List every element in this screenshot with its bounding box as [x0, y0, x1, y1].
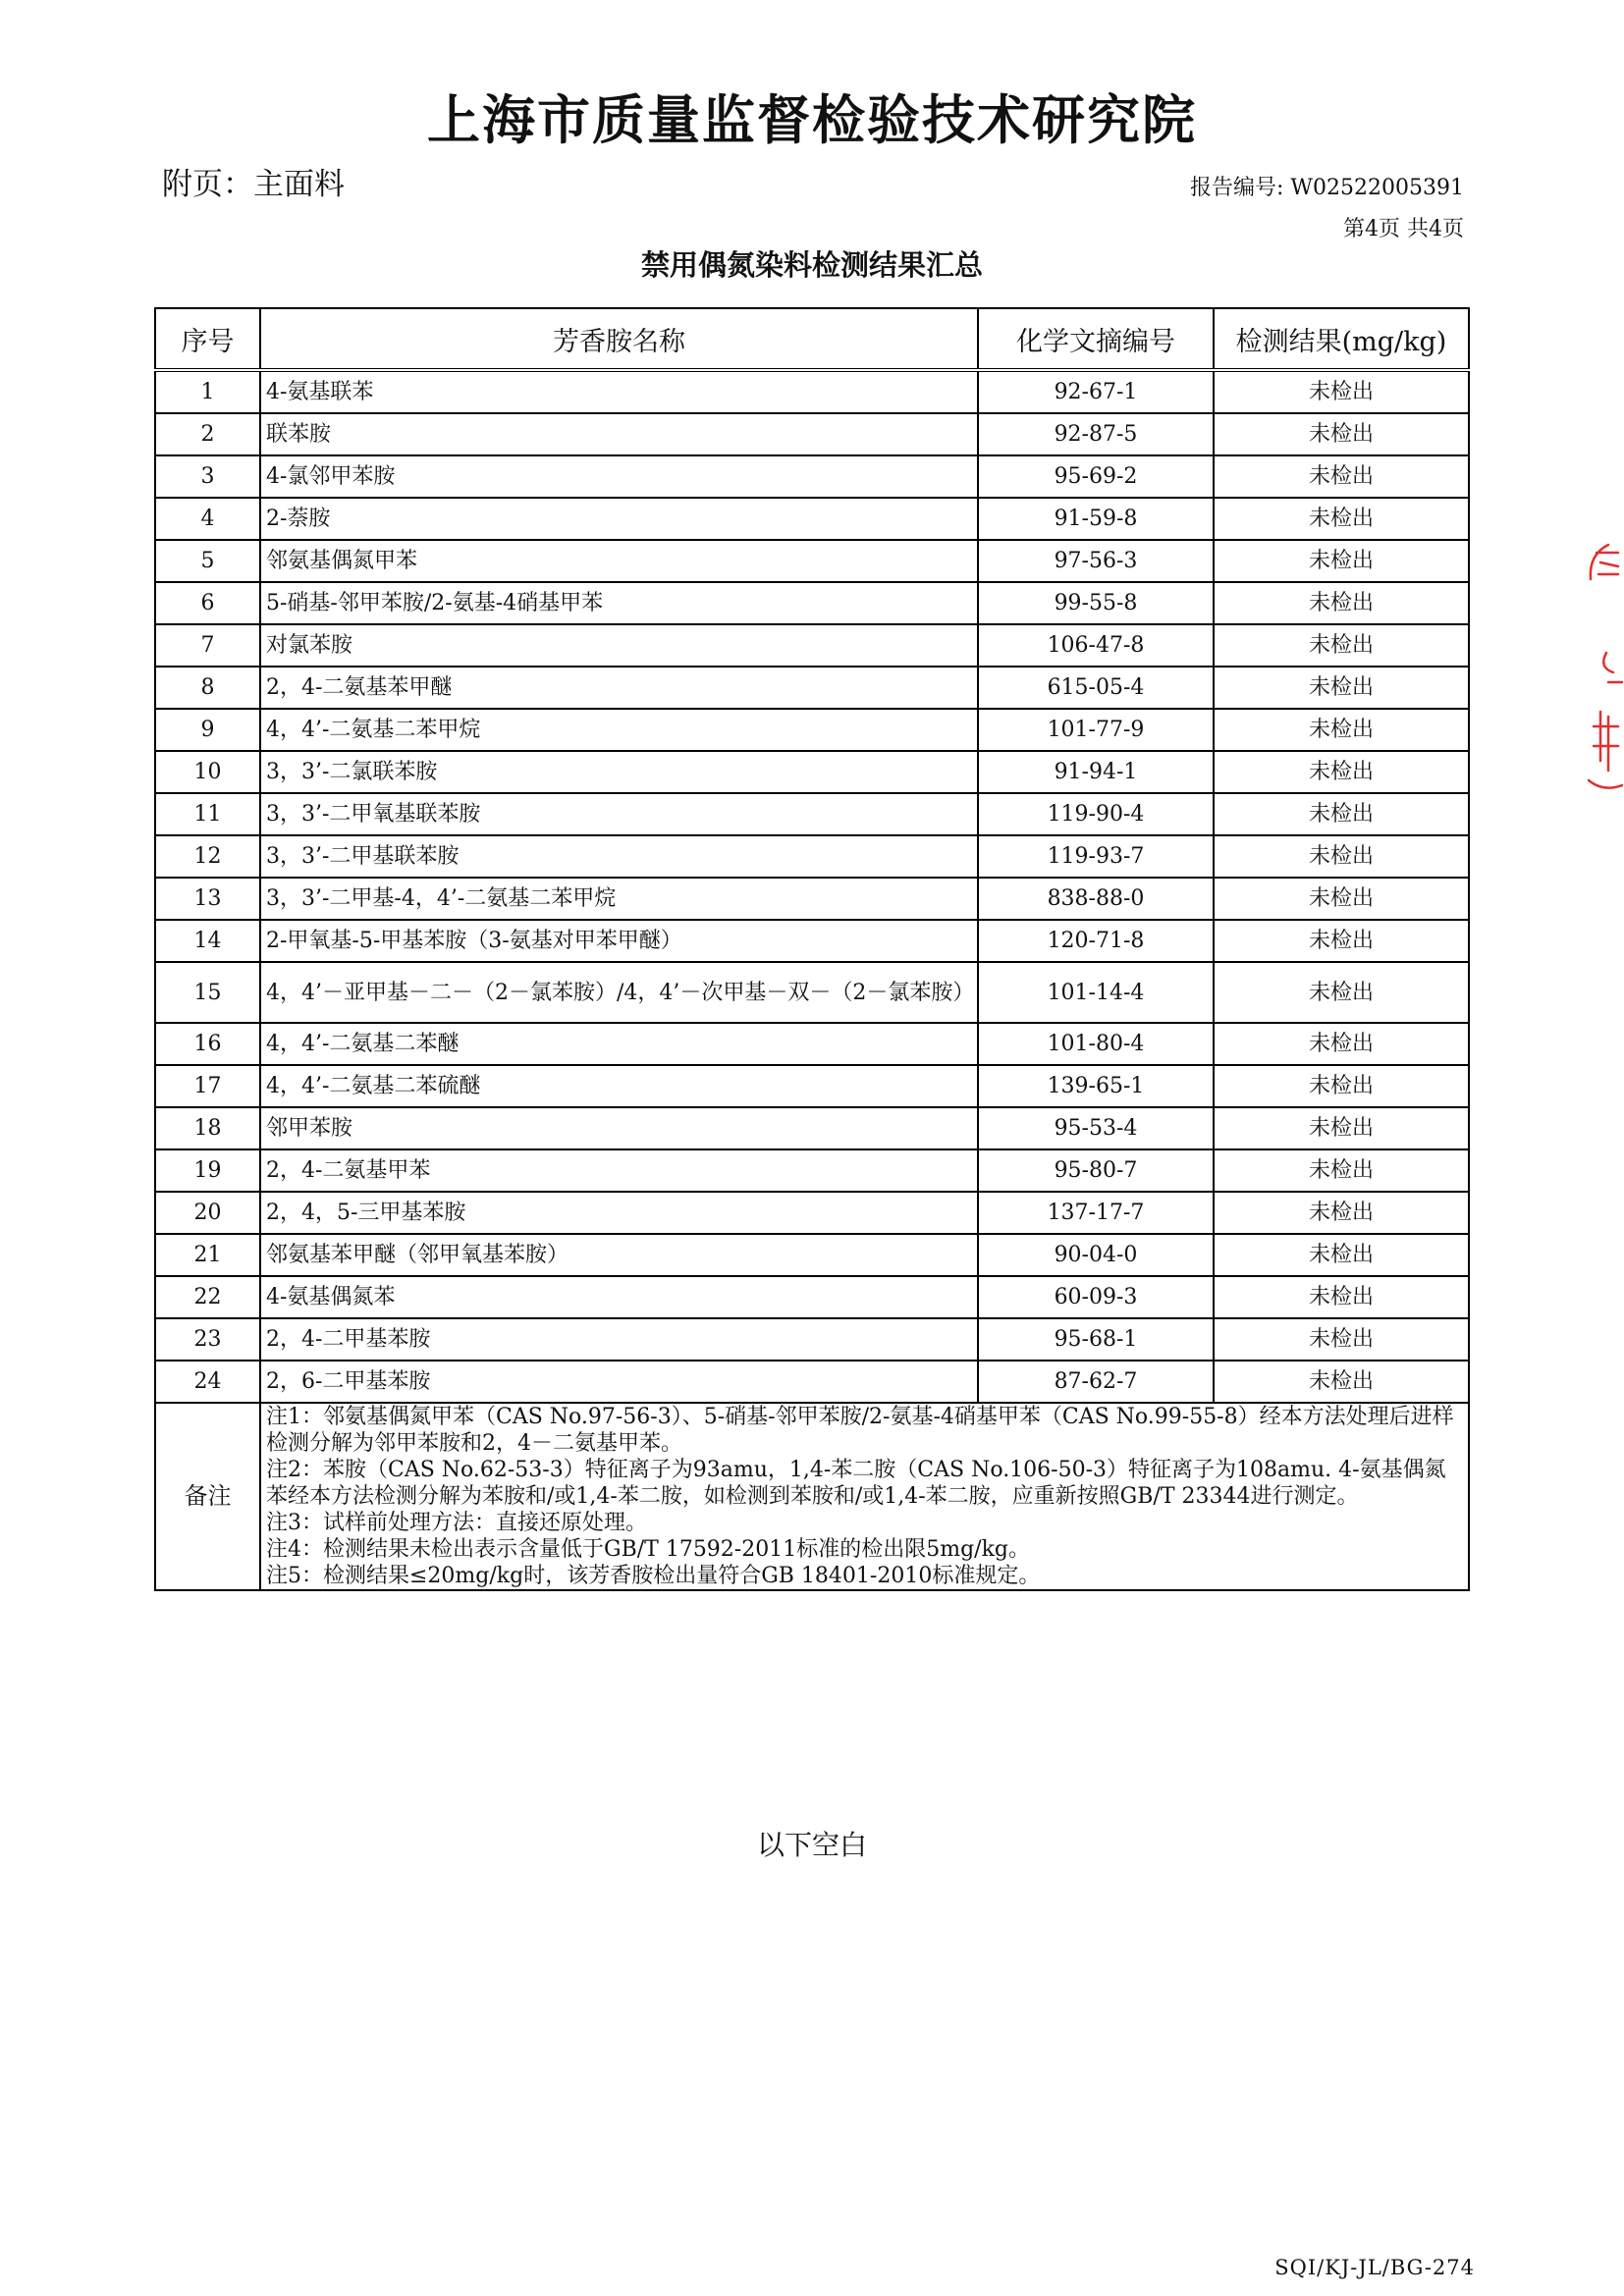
amine-name: 2，4-二氨基甲苯	[260, 1149, 978, 1192]
cas-number: 119-93-7	[978, 835, 1214, 878]
test-result: 未检出	[1214, 1276, 1469, 1318]
row-number: 3	[155, 455, 260, 498]
cas-number: 91-59-8	[978, 498, 1214, 540]
cas-number: 615-05-4	[978, 667, 1214, 709]
row-number: 23	[155, 1318, 260, 1361]
row-number: 18	[155, 1107, 260, 1149]
cas-number: 95-53-4	[978, 1107, 1214, 1149]
amine-name: 4-氨基联苯	[260, 370, 978, 413]
test-result: 未检出	[1214, 835, 1469, 878]
row-number: 14	[155, 920, 260, 962]
cas-number: 99-55-8	[978, 582, 1214, 624]
row-number: 1	[155, 370, 260, 413]
remark-note: 注3：试样前处理方法：直接还原处理。	[266, 1511, 647, 1535]
form-code: SQI/KJ-JL/BG-274	[1274, 2256, 1475, 2279]
row-number: 13	[155, 878, 260, 920]
amine-name: 3，3’-二氯联苯胺	[260, 751, 978, 793]
cas-number: 106-47-8	[978, 624, 1214, 667]
table-row	[155, 709, 1469, 751]
row-number: 11	[155, 793, 260, 835]
test-result: 未检出	[1214, 498, 1469, 540]
table-row	[155, 370, 1469, 413]
cas-number: 95-80-7	[978, 1149, 1214, 1192]
cas-number: 60-09-3	[978, 1276, 1214, 1318]
table-row	[155, 498, 1469, 540]
amine-name: 4，4’-二氨基二苯醚	[260, 1023, 978, 1065]
cas-number: 92-67-1	[978, 370, 1214, 413]
end-of-report-note: 以下空白	[756, 1829, 867, 1861]
row-number: 21	[155, 1234, 260, 1276]
amine-name: 2-甲氧基-5-甲基苯胺（3-氨基对甲苯甲醚）	[260, 920, 978, 962]
table-row	[155, 1234, 1469, 1276]
test-result: 未检出	[1214, 624, 1469, 667]
table-row	[155, 1318, 1469, 1361]
remarks-row	[155, 1403, 1469, 1590]
test-result: 未检出	[1214, 1192, 1469, 1234]
test-result: 未检出	[1214, 1318, 1469, 1361]
test-result: 未检出	[1214, 751, 1469, 793]
header-no: 序号	[155, 308, 260, 370]
row-number: 20	[155, 1192, 260, 1234]
amine-name: 4，4’-二氨基二苯甲烷	[260, 709, 978, 751]
row-number: 22	[155, 1276, 260, 1318]
table-row	[155, 540, 1469, 582]
amine-name: 4，4’－亚甲基－二－（2－氯苯胺）/4，4’－次甲基－双－（2－氯苯胺）	[260, 962, 978, 1023]
table-row	[155, 582, 1469, 624]
remark-note: 注1：邻氨基偶氮甲苯（CAS No.97-56-3）、5-硝基-邻甲苯胺/2-氨基-4硝基甲苯（CAS No.99-55-8）经本方法处理后进样检测分解为邻甲苯胺和2，4－二氨基甲苯。	[266, 1405, 1454, 1456]
test-result: 未检出	[1214, 455, 1469, 498]
test-result: 未检出	[1214, 1361, 1469, 1403]
cas-number: 91-94-1	[978, 751, 1214, 793]
remarks-content	[260, 1403, 1469, 1590]
table-row	[155, 751, 1469, 793]
amine-name: 2，4，5-三甲基苯胺	[260, 1192, 978, 1234]
row-number: 4	[155, 498, 260, 540]
header-result: 检测结果(mg/kg)	[1214, 308, 1469, 370]
amine-name: 2，4-二甲基苯胺	[260, 1318, 978, 1361]
test-result: 未检出	[1214, 1107, 1469, 1149]
amine-name: 2，6-二甲基苯胺	[260, 1361, 978, 1403]
table-row	[155, 962, 1469, 1023]
report-number: 报告编号: W02522005391	[1190, 176, 1464, 200]
test-result: 未检出	[1214, 920, 1469, 962]
cas-number: 139-65-1	[978, 1065, 1214, 1107]
table-row	[155, 793, 1469, 835]
cas-number: 120-71-8	[978, 920, 1214, 962]
cas-number: 95-68-1	[978, 1318, 1214, 1361]
table-row	[155, 1276, 1469, 1318]
test-result: 未检出	[1214, 878, 1469, 920]
amine-name: 2，4-二氨基苯甲醚	[260, 667, 978, 709]
table-row	[155, 413, 1469, 455]
table-row	[155, 455, 1469, 498]
row-number: 9	[155, 709, 260, 751]
table-row	[155, 624, 1469, 667]
row-number: 7	[155, 624, 260, 667]
row-number: 15	[155, 962, 260, 1023]
table-row	[155, 835, 1469, 878]
test-result: 未检出	[1214, 1065, 1469, 1107]
table-row	[155, 920, 1469, 962]
table-row	[155, 1149, 1469, 1192]
test-result: 未检出	[1214, 709, 1469, 751]
cas-number: 97-56-3	[978, 540, 1214, 582]
table-row	[155, 1361, 1469, 1403]
test-result: 未检出	[1214, 582, 1469, 624]
table-body	[155, 370, 1469, 1403]
test-result: 未检出	[1214, 793, 1469, 835]
test-result: 未检出	[1214, 667, 1469, 709]
row-number: 8	[155, 667, 260, 709]
table-row	[155, 878, 1469, 920]
red-seal-stamp	[1579, 535, 1624, 810]
amine-name: 对氯苯胺	[260, 624, 978, 667]
table-subtitle: 禁用偶氮染料检测结果汇总	[640, 248, 983, 282]
test-result: 未检出	[1214, 1023, 1469, 1065]
row-number: 10	[155, 751, 260, 793]
cas-number: 838-88-0	[978, 878, 1214, 920]
amine-name: 3，3’-二甲基联苯胺	[260, 835, 978, 878]
amine-name: 3，3’-二甲基-4，4’-二氨基二苯甲烷	[260, 878, 978, 920]
amine-name: 3，3’-二甲氧基联苯胺	[260, 793, 978, 835]
cas-number: 101-14-4	[978, 962, 1214, 1023]
cas-number: 87-62-7	[978, 1361, 1214, 1403]
page-info: 第4页 共4页	[1343, 217, 1464, 241]
amine-name: 联苯胺	[260, 413, 978, 455]
table-row	[155, 667, 1469, 709]
row-number: 5	[155, 540, 260, 582]
amine-name: 邻甲苯胺	[260, 1107, 978, 1149]
cas-number: 137-17-7	[978, 1192, 1214, 1234]
remark-note: 注4：检测结果未检出表示含量低于GB/T 17592-2011标准的检出限5mg/kg。	[266, 1537, 1030, 1562]
row-number: 6	[155, 582, 260, 624]
test-result: 未检出	[1214, 540, 1469, 582]
table-row	[155, 1192, 1469, 1234]
table-header-row	[155, 308, 1469, 370]
cas-number: 95-69-2	[978, 455, 1214, 498]
amine-name: 邻氨基偶氮甲苯	[260, 540, 978, 582]
table-row	[155, 1107, 1469, 1149]
remark-note: 注2：苯胺（CAS No.62-53-3）特征离子为93amu，1,4-苯二胺（CAS No.106-50-3）特征离子为108amu. 4-氨基偶氮苯经本方法检测分解为苯胺和/或1,4-苯二胺，如检测到苯胺和/或1,4-苯二胺，应重新按照GB/T 23344进行测定。	[266, 1458, 1446, 1509]
remarks-label: 备注	[155, 1403, 260, 1590]
amine-name: 5-硝基-邻甲苯胺/2-氨基-4硝基甲苯	[260, 582, 978, 624]
amine-name: 邻氨基苯甲醚（邻甲氧基苯胺）	[260, 1234, 978, 1276]
header-amine-name: 芳香胺名称	[260, 308, 978, 370]
header-cas-number: 化学文摘编号	[978, 308, 1214, 370]
table-row	[155, 1065, 1469, 1107]
table-row	[155, 1023, 1469, 1065]
amine-name: 2-萘胺	[260, 498, 978, 540]
test-result: 未检出	[1214, 962, 1469, 1023]
test-result: 未检出	[1214, 1234, 1469, 1276]
results-table	[154, 307, 1470, 1591]
cas-number: 90-04-0	[978, 1234, 1214, 1276]
cas-number: 119-90-4	[978, 793, 1214, 835]
cas-number: 92-87-5	[978, 413, 1214, 455]
amine-name: 4，4’-二氨基二苯硫醚	[260, 1065, 978, 1107]
cas-number: 101-77-9	[978, 709, 1214, 751]
row-number: 2	[155, 413, 260, 455]
appendix-label: 附页：主面料	[162, 167, 345, 202]
test-result: 未检出	[1214, 370, 1469, 413]
row-number: 16	[155, 1023, 260, 1065]
remark-note: 注5：检测结果≤20mg/kg时，该芳香胺检出量符合GB 18401-2010标准规定。	[266, 1564, 1041, 1588]
test-result: 未检出	[1214, 1149, 1469, 1192]
test-result: 未检出	[1214, 413, 1469, 455]
cas-number: 101-80-4	[978, 1023, 1214, 1065]
row-number: 17	[155, 1065, 260, 1107]
amine-name: 4-氨基偶氮苯	[260, 1276, 978, 1318]
document-title: 上海市质量监督检验技术研究院	[427, 89, 1197, 151]
row-number: 12	[155, 835, 260, 878]
amine-name: 4-氯邻甲苯胺	[260, 455, 978, 498]
row-number: 24	[155, 1361, 260, 1403]
row-number: 19	[155, 1149, 260, 1192]
